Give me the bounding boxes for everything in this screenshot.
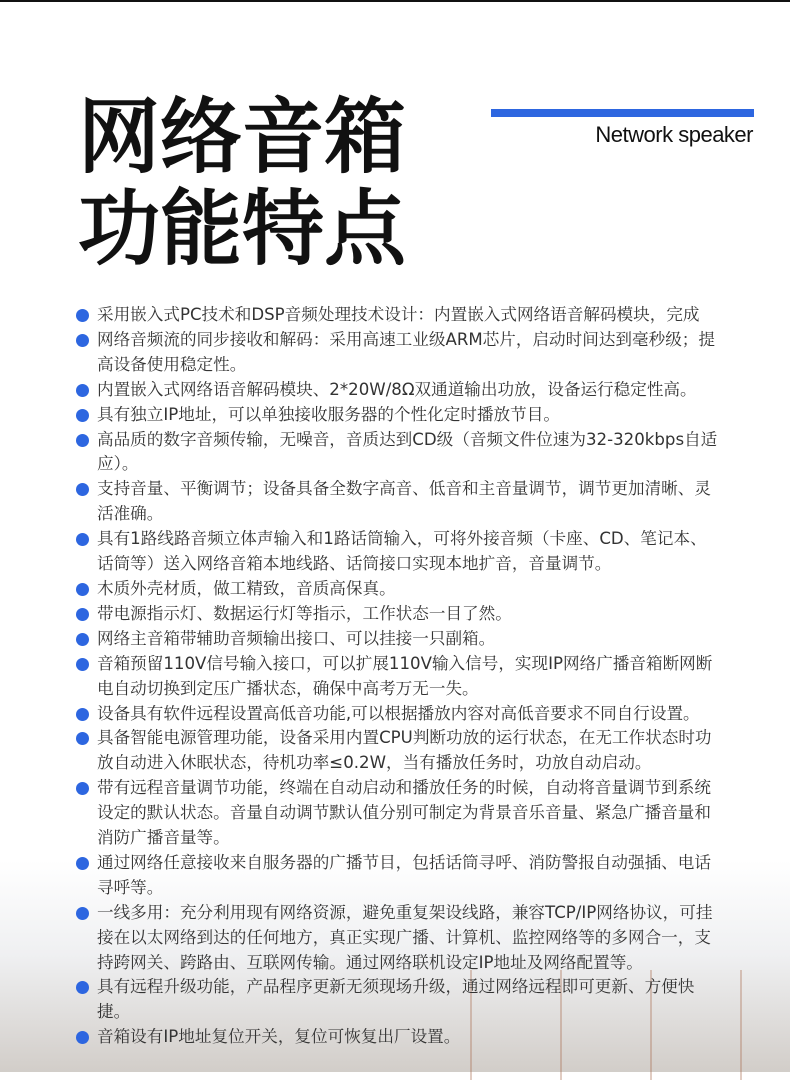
feature-text: 内置嵌入式网络语音解码模块、2*20W/8Ω双通道输出功放，设备运行稳定性高。 — [97, 379, 697, 399]
bullet-dot-icon — [76, 583, 89, 596]
accent-bar — [491, 109, 754, 117]
bullet-dot-icon — [76, 907, 89, 920]
bullet-dot-icon — [76, 981, 89, 994]
feature-text: 高品质的数字音频传输，无噪音，音质达到CD级（音频文件位速为32-320kbps自适应）。 — [97, 429, 718, 474]
title-line-2: 功能特点 — [78, 182, 407, 277]
feature-item — [0, 378, 719, 403]
bullet-dot-icon — [76, 633, 89, 646]
feature-text: 网络主音箱带辅助音频输出接口、可以挂接一只副箱。 — [97, 628, 496, 648]
bullet-dot-icon — [76, 533, 89, 546]
page-title — [78, 92, 406, 276]
bullet-dot-icon — [76, 658, 89, 671]
bullet-dot-icon — [76, 857, 89, 870]
bullet-dot-icon — [76, 708, 89, 721]
feature-text: 通过网络任意接收来自服务器的广播节目，包括话筒寻呼、消防警报自动强插、电话寻呼等。 — [97, 852, 711, 897]
bullet-dot-icon — [76, 1031, 89, 1044]
bullet-dot-icon — [76, 409, 89, 422]
feature-item — [0, 851, 719, 901]
feature-item — [0, 577, 719, 602]
feature-text: 具备智能电源管理功能，设备采用内置CPU判断功放的运行状态，在无工作状态时功放自动进入休眠状态，待机功率≤0.2W，当有播放任务时，功放自动启动。 — [97, 728, 712, 773]
bullet-dot-icon — [76, 334, 89, 347]
feature-item — [0, 975, 719, 1025]
feature-item — [0, 602, 719, 627]
top-border — [0, 0, 790, 2]
feature-item — [0, 403, 719, 428]
feature-text: 音箱预留110V信号输入接口，可以扩展110V输入信号，实现IP网络广播音箱断网断电自动切换到定压广播状态，确保中高考万无一失。 — [97, 653, 713, 698]
title-line-1: 网络音箱 — [78, 90, 407, 185]
subtitle: Network speaker — [595, 122, 753, 147]
feature-text: 网络音频流的同步接收和解码：采用高速工业级ARM芯片，启动时间达到毫秒级；提高设备使用稳定性。 — [97, 329, 715, 374]
feature-text: 具有独立IP地址，可以单独接收服务器的个性化定时播放节目。 — [97, 404, 560, 424]
bullet-dot-icon — [76, 434, 89, 447]
bullet-dot-icon — [76, 309, 89, 322]
bullet-dot-icon — [76, 732, 89, 745]
feature-text: 具有远程升级功能，产品程序更新无须现场升级，通过网络远程即可更新、方便快捷。 — [97, 977, 695, 1022]
feature-item — [0, 726, 719, 776]
feature-item — [0, 527, 719, 577]
feature-item — [0, 428, 719, 478]
feature-item — [0, 776, 719, 851]
feature-text: 具有1路线路音频立体声输入和1路话筒输入，可将外接音频（卡座、CD、笔记本、话筒等）送入网络音箱本地线路、话筒接口实现本地扩音，音量调节。 — [97, 529, 707, 574]
feature-item — [0, 901, 719, 976]
feature-item — [0, 303, 719, 328]
feature-text: 支持音量、平衡调节；设备具备全数字高音、低音和主音量调节，调节更加清晰、灵活准确。 — [97, 479, 711, 524]
feature-text: 设备具有软件远程设置高低音功能,可以根据播放内容对高低音要求不同自行设置。 — [97, 703, 700, 723]
feature-list — [0, 303, 790, 1050]
feature-item — [0, 627, 719, 652]
feature-text: 音箱设有IP地址复位开关，复位可恢复出厂设置。 — [97, 1027, 461, 1047]
feature-item — [0, 652, 719, 702]
feature-text: 一线多用：充分利用现有网络资源，避免重复架设线路，兼容TCP/IP网络协议，可挂接在以太网络到达的任何地方，真正实现广播、计算机、监控网络等的多网合一，支持跨网关、跨路由、互联网传输。通过网络联机设定IP地址及网络配置等。 — [97, 902, 713, 972]
bullet-dot-icon — [76, 483, 89, 496]
bullet-dot-icon — [76, 384, 89, 397]
feature-item — [0, 328, 719, 378]
feature-item — [0, 702, 719, 727]
feature-item — [0, 477, 719, 527]
feature-text: 木质外壳材质，做工精致，音质高保真。 — [97, 578, 396, 598]
bullet-dot-icon — [76, 608, 89, 621]
bullet-dot-icon — [76, 782, 89, 795]
feature-text: 带有远程音量调节功能，终端在自动启动和播放任务的时候，自动将音量调节到系统设定的默认状态。音量自动调节默认值分别可制定为背景音乐音量、紧急广播音量和消防广播音量等。 — [97, 778, 711, 848]
feature-text: 采用嵌入式PC技术和DSP音频处理技术设计：内置嵌入式网络语音解码模块，完成 — [97, 305, 700, 324]
feature-item — [0, 1025, 719, 1050]
feature-text: 带电源指示灯、数据运行灯等指示，工作状态一目了然。 — [97, 603, 512, 623]
